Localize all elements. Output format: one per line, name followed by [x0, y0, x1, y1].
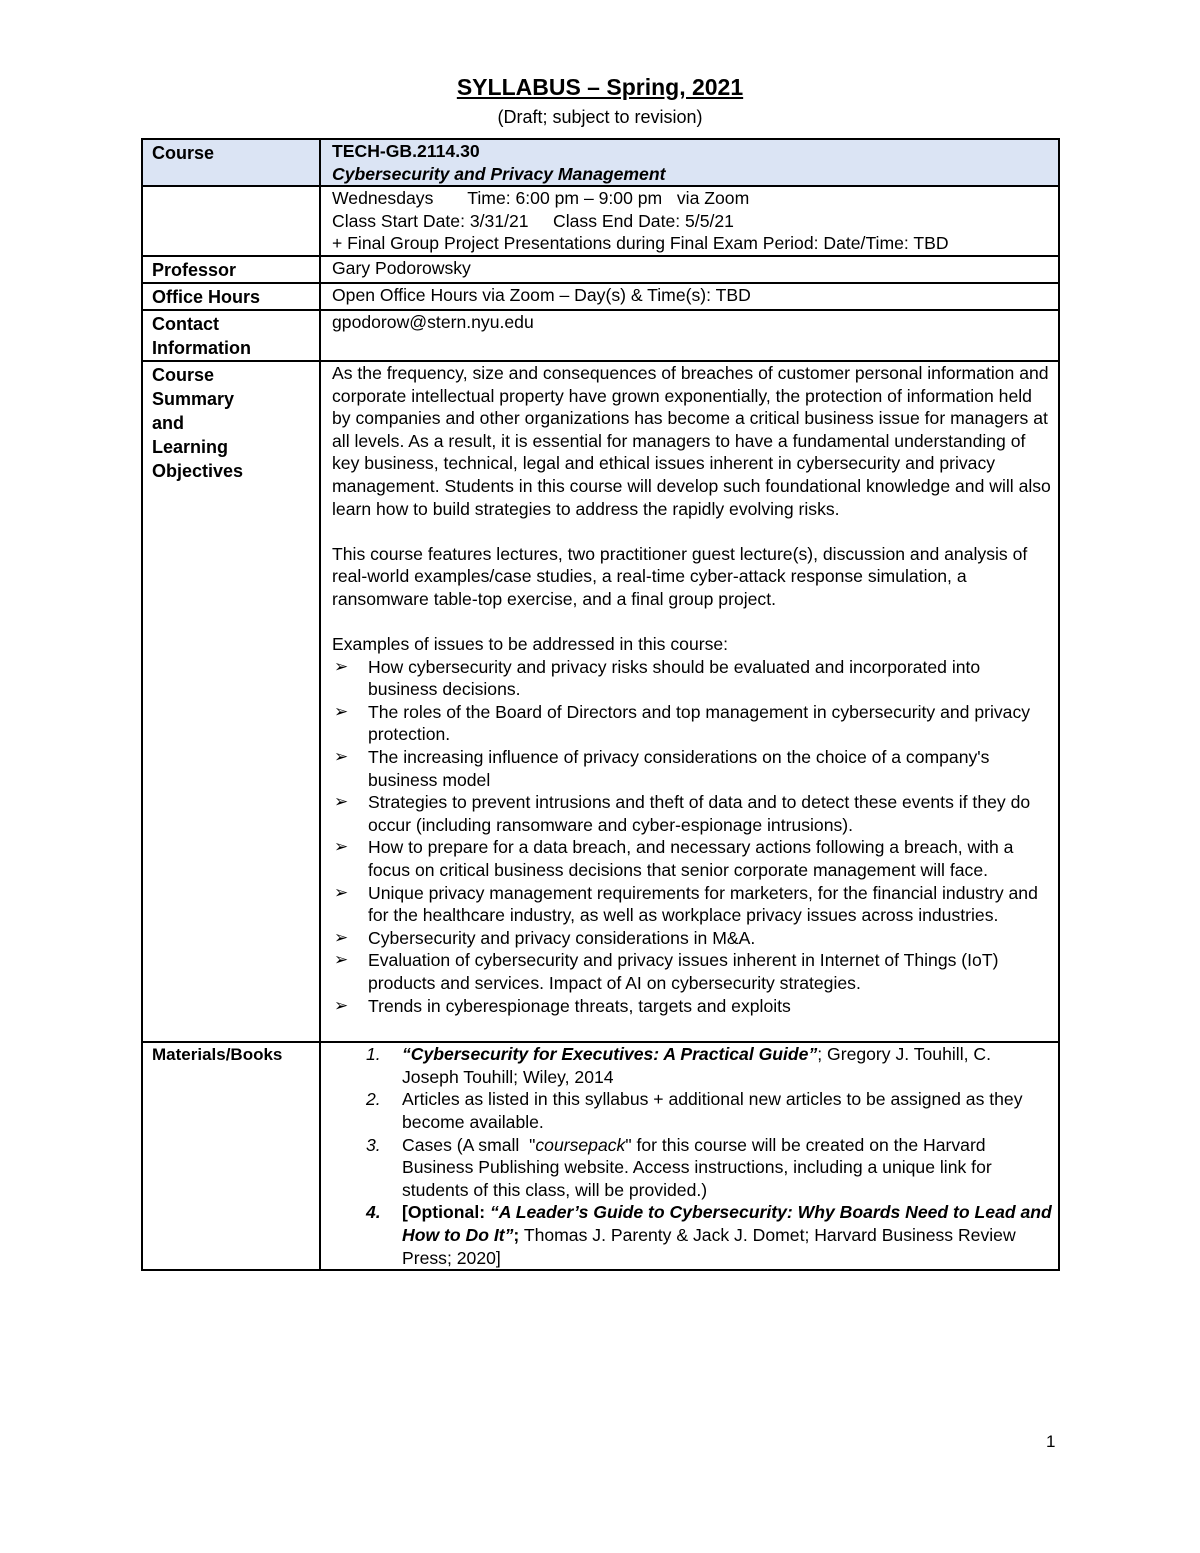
list-item [332, 927, 1052, 950]
cases-item [332, 1134, 1052, 1202]
optional-title-end: ; [513, 1224, 520, 1245]
arrowhead-bullet-icon: ➢ [334, 656, 349, 676]
schedule-cell [320, 186, 1059, 256]
summary-label-line: Course [152, 364, 215, 385]
list-item [332, 949, 1052, 994]
professor-label: Professor [142, 256, 320, 283]
course-name: Cybersecurity and Privacy Management [332, 163, 666, 184]
book-details: ; Gregory J. Touhill, C. Joseph Touhill; Wiley, 2014 [402, 1044, 991, 1087]
arrowhead-bullet-icon: ➢ [334, 995, 349, 1015]
arrowhead-bullet-icon: ➢ [334, 747, 349, 767]
schedule-line-2: Class Start Date: 3/31/21 Class End Date: 5/5/21 [332, 210, 734, 231]
document-subtitle: (Draft; subject to revision) [497, 107, 703, 127]
schedule-line-1: Wednesdays Time: 6:00 pm – 9:00 pm via Zoom [332, 188, 750, 209]
course-row [142, 139, 1059, 186]
schedule-label-empty [142, 186, 320, 256]
summary-label [142, 361, 320, 1042]
professor-name: Gary Podorowsky [320, 256, 1059, 283]
course-label: Course [142, 139, 320, 186]
arrowhead-bullet-icon: ➢ [334, 882, 349, 902]
arrowhead-bullet-icon: ➢ [334, 837, 349, 857]
book-title: “Cybersecurity for Executives: A Practical Guide” [402, 1044, 818, 1065]
office-hours-row [142, 283, 1059, 310]
contact-row [142, 310, 1059, 361]
item-number: 4. [366, 1202, 381, 1223]
page-number: 1 [1046, 1432, 1056, 1451]
list-item-text: Trends in cyberespionage threats, targets and exploits [368, 995, 791, 1016]
list-item-text: Strategies to prevent intrusions and theft of data and to detect these events if they do occur (including ransomware and cyber-espionage intrusions). [368, 792, 1031, 835]
arrowhead-bullet-icon: ➢ [334, 701, 349, 721]
summary-cell [320, 361, 1059, 1042]
course-code: TECH-GB.2114.30 [332, 141, 480, 161]
list-item [332, 791, 1052, 836]
summary-label-line: Objectives [152, 460, 244, 481]
list-item [332, 995, 1052, 1018]
list-item-text: How to prepare for a data breach, and necessary actions following a breach, with a focus on critical business decisions that senior corporate management will face. [368, 837, 1014, 881]
course-info-cell [320, 139, 1059, 186]
coursepack-term: coursepack [535, 1134, 626, 1155]
list-item-text: Evaluation of cybersecurity and privacy issues inherent in Internet of Things (IoT) products and services. Impact of AI on cybersecurity strategies. [368, 950, 999, 993]
summary-paragraph-1: As the frequency, size and consequences of breaches of customer personal information and corporate intellectual property have grown exponentially, the protection of information held by companies and other organizations has become a critical business issue for managers at all levels. As a result, it is essential for managers to have a fundamental understanding of key business, technical, legal and ethical issues inherent in cybersecurity and privacy management. Students in this course will develop such foundational knowledge and will also learn how to build strategies to address the rapidly evolving risks. [332, 362, 1051, 519]
contact-email[interactable]: gpodorow@stern.nyu.edu [320, 310, 1059, 361]
list-item-text: Unique privacy management requirements for marketers, for the financial industry and for the healthcare industry, as well as workplace privacy issues across industries. [368, 882, 1038, 926]
professor-row [142, 256, 1059, 283]
summary-label-line: Learning [152, 436, 229, 457]
list-item-text: How cybersecurity and privacy risks should be evaluated and incorporated into business decisions. [368, 656, 981, 700]
materials-list [332, 1043, 1052, 1269]
cases-text-post: " for this course will be created on the Harvard Business Publishing website. Access instructions, including a unique link for students of this class, will be provided.) [402, 1134, 992, 1200]
arrowhead-bullet-icon: ➢ [334, 927, 349, 947]
item-number: 2. [366, 1089, 381, 1110]
schedule-line-3: + Final Group Project Presentations during Final Exam Period: Date/Time: TBD [332, 233, 949, 254]
syllabus-table [141, 138, 1060, 1271]
schedule-row [142, 186, 1059, 256]
list-item-text: Cybersecurity and privacy considerations in M&A. [368, 927, 756, 948]
summary-label-line: Summary [152, 388, 235, 409]
list-item [332, 656, 1052, 701]
list-item [332, 701, 1052, 746]
articles-text: Articles as listed in this syllabus + additional new articles to be assigned as they become available. [402, 1089, 1023, 1132]
optional-book-title: “A Leader’s Guide to Cybersecurity: Why Boards Need to Lead and How to Do It” [402, 1202, 1052, 1245]
optional-prefix: [Optional: [402, 1202, 490, 1223]
materials-label: Materials/Books [142, 1042, 320, 1270]
contact-label-line-1: Contact [152, 313, 219, 334]
examples-list [332, 656, 1052, 1018]
summary-row [142, 361, 1059, 1042]
document-title: SYLLABUS – Spring, 2021 [456, 74, 744, 100]
optional-book-item [332, 1201, 1052, 1269]
materials-row [142, 1042, 1059, 1270]
office-hours-value: Open Office Hours via Zoom – Day(s) & Time(s): TBD [320, 283, 1059, 310]
cases-text-pre: Cases (A small " [402, 1134, 536, 1155]
book-item [332, 1043, 1052, 1088]
optional-book-details: Thomas J. Parenty & Jack J. Domet; Harvard Business Review Press; 2020] [402, 1224, 1016, 1268]
summary-paragraph-2: This course features lectures, two practitioner guest lecture(s), discussion and analysis of real-world examples/case studies, a real-time cyber-attack response simulation, a ransomware table-top exercise, and a final group project. [332, 543, 1028, 609]
articles-item [332, 1088, 1052, 1133]
materials-cell [320, 1042, 1059, 1270]
list-item [332, 746, 1052, 791]
examples-intro: Examples of issues to be addressed in this course: [332, 634, 729, 655]
list-item [332, 836, 1052, 881]
contact-label-line-2: Information [152, 337, 251, 358]
summary-label-line: and [152, 412, 185, 433]
item-number: 3. [366, 1134, 381, 1155]
arrowhead-bullet-icon: ➢ [334, 950, 349, 970]
list-item-text: The roles of the Board of Directors and top management in cybersecurity and privacy protection. [368, 701, 1031, 745]
list-item-text: The increasing influence of privacy considerations on the choice of a company's business model [368, 747, 990, 790]
item-number: 1. [366, 1044, 381, 1065]
arrowhead-bullet-icon: ➢ [334, 792, 349, 812]
office-hours-label: Office Hours [142, 283, 320, 310]
list-item [332, 882, 1052, 927]
contact-label [142, 310, 320, 361]
